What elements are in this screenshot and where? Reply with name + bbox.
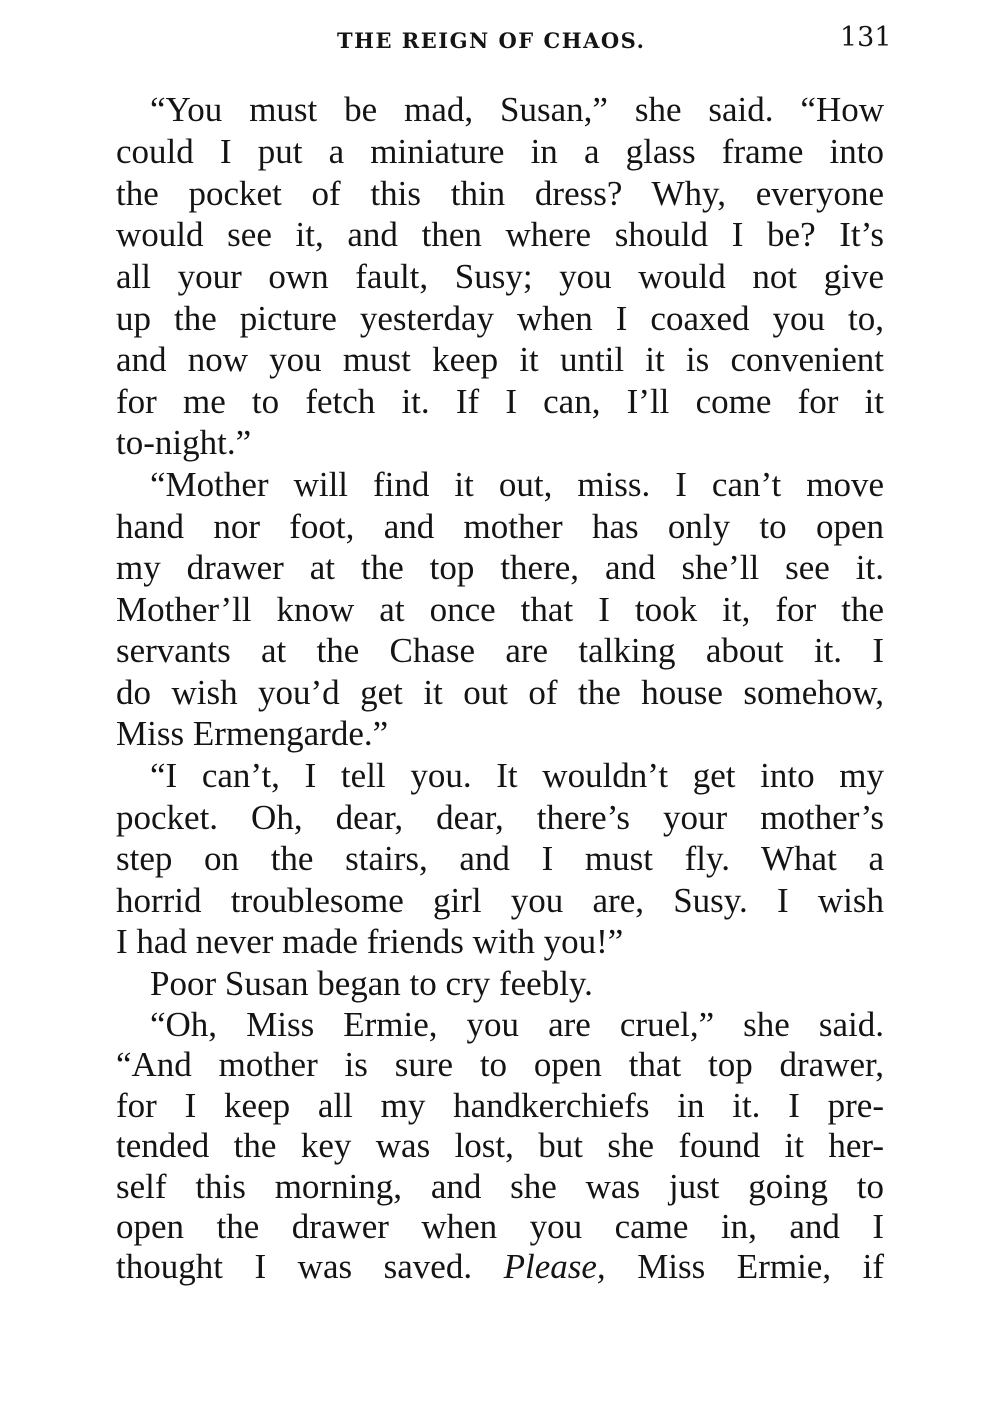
text-line-last [116,1245,884,1289]
text-line: “I can’t, I tell you. It wouldn’t get into my [150,756,884,795]
text-line: Poor Susan began to cry feebly. [150,964,593,1003]
text-line: do wish you’d get it out of the house somehow, [116,673,884,712]
text-line: the pocket of this thin dress? Why, everyone [116,174,884,213]
text-line: for I keep all my handkerchiefs in it. I pre- [116,1086,884,1125]
text-line: my drawer at the top there, and she’ll see it. [116,548,884,587]
text-line: step on the stairs, and I must fly. What a [116,839,884,878]
text-line: Mother’ll know at once that I took it, for the [116,590,884,629]
text-line: self this morning, and she was just going to [116,1167,884,1206]
text-line: “Oh, Miss Ermie, you are cruel,” she said. [150,1005,884,1044]
text-line: to-night.” [116,423,252,462]
text-line: pocket. Oh, dear, dear, there’s your mother’s [116,798,884,837]
text-line: “And mother is sure to open that top drawer, [116,1045,884,1084]
text-line: up the picture yesterday when I coaxed you to, [116,299,884,338]
text-line: hand nor foot, and mother has only to open [116,507,884,546]
text-line: would see it, and then where should I be? It’s [116,215,884,254]
text-line: I had never made friends with you!” [116,922,624,961]
running-head [0,22,1000,62]
text-line: “You must be mad, Susan,” she said. “How [150,90,884,129]
text-line: for me to fetch it. If I can, I’ll come for it [116,382,884,421]
text-line: horrid troublesome girl you are, Susy. I wish [116,881,884,920]
text-line: all your own fault, Susy; you would not give [116,257,884,296]
text-line: open the drawer when you came in, and I [116,1207,884,1246]
page-number: 131 [840,22,892,53]
text-line: Miss Ermengarde.” [116,714,389,753]
last-line-start: thought I was saved. [116,1247,504,1286]
emphasized-word: Please, [503,1247,606,1286]
text-line: could I put a miniature in a glass frame into [116,132,884,171]
text-line: “Mother will find it out, miss. I can’t move [150,465,884,504]
running-head-title: THE REIGN OF CHAOS. [337,28,646,53]
last-line-end: Miss Ermie, if [605,1247,884,1286]
text-line: and now you must keep it until it is convenient [116,340,884,379]
text-line: tended the key was lost, but she found it her- [116,1126,884,1165]
text-line: servants at the Chase are talking about it. I [116,631,884,670]
